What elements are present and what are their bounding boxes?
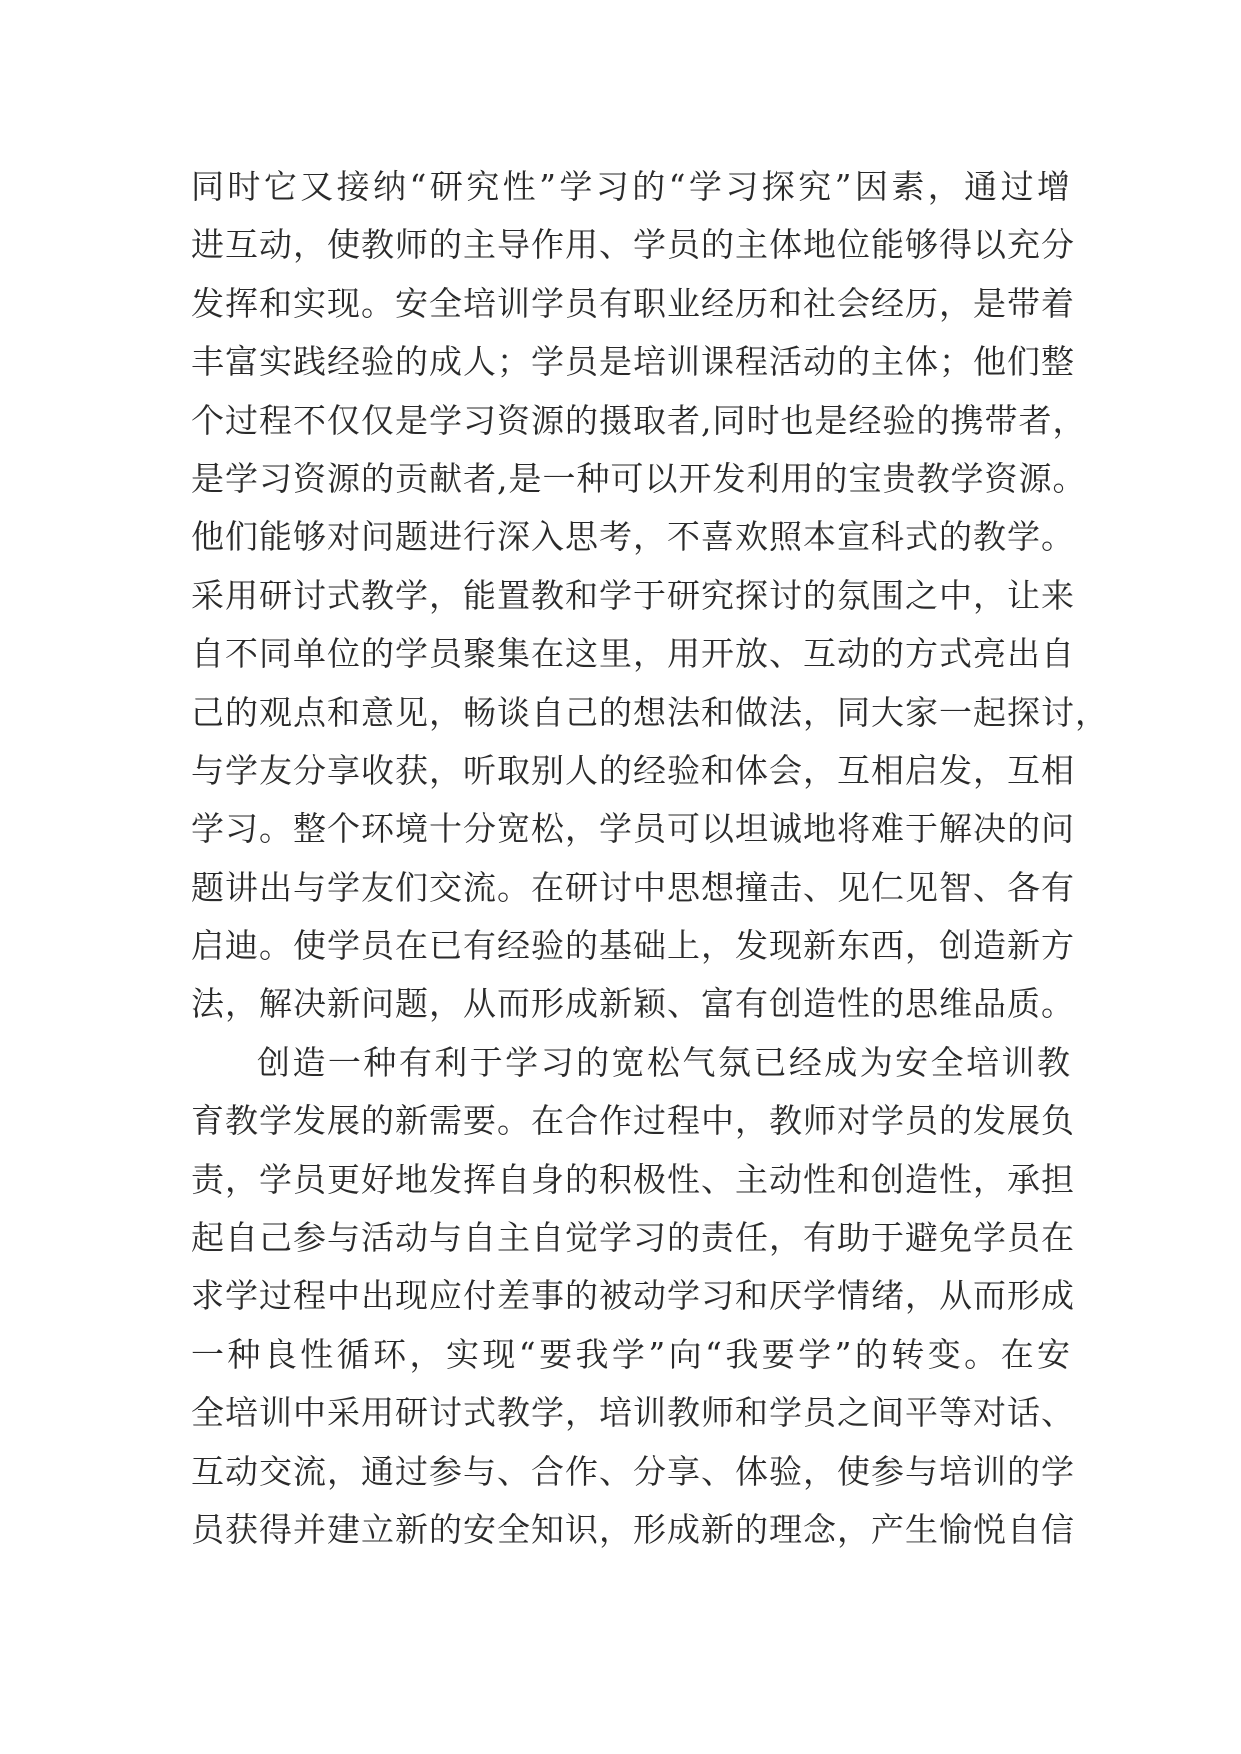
text-line: 法，解决新问题，从而形成新颖、富有创造性的思维品质。	[191, 984, 1075, 1024]
text-line: 一种良性循环，实现“要我学”向“我要学”的转变。在安	[191, 1334, 1071, 1374]
text-line: 采用研讨式教学，能置教和学于研究探讨的氛围之中，让来	[191, 575, 1075, 615]
text-line: 员获得并建立新的安全知识，形成新的理念，产生愉悦自信	[191, 1509, 1075, 1549]
text-line: 全培训中采用研讨式教学，培训教师和学员之间平等对话、	[191, 1393, 1075, 1433]
text-line: 责，学员更好地发挥自身的积极性、主动性和创造性，承担	[191, 1159, 1075, 1199]
text-line: 个过程不仅仅是学习资源的摄取者,同时也是经验的携带者，	[191, 400, 1087, 440]
body-text	[191, 158, 1109, 1559]
text-line: 学习。整个环境十分宽松，学员可以坦诚地将难于解决的问	[191, 809, 1075, 849]
text-line: 求学过程中出现应付差事的被动学习和厌学情绪，从而形成	[191, 1276, 1075, 1316]
text-line: 启迪。使学员在已有经验的基础上，发现新东西，创造新方	[191, 926, 1075, 966]
text-line: 同时它又接纳“研究性”学习的“学习探究”因素，通过增	[191, 167, 1071, 206]
text-line: 互动交流，通过参与、合作、分享、体验，使参与培训的学	[191, 1451, 1075, 1491]
text-line: 创造一种有利于学习的宽松气氛已经成为安全培训教	[257, 1042, 1071, 1082]
text-line: 起自己参与活动与自主自觉学习的责任，有助于避免学员在	[191, 1218, 1075, 1258]
text-line: 发挥和实现。安全培训学员有职业经历和社会经历，是带着	[191, 283, 1075, 323]
text-line: 自不同单位的学员聚集在这里，用开放、互动的方式亮出自	[191, 634, 1075, 674]
text-line: 是学习资源的贡献者,是一种可以开发利用的宝贵教学资源。	[191, 458, 1087, 498]
text-line: 他们能够对问题进行深入思考，不喜欢照本宣科式的教学。	[191, 517, 1075, 557]
text-line: 与学友分享收获，听取别人的经验和体会，互相启发，互相	[191, 750, 1075, 790]
text-line: 己的观点和意见，畅谈自己的想法和做法，同大家一起探讨，	[191, 692, 1109, 732]
paragraph-2	[191, 1034, 1075, 1560]
text-line: 题讲出与学友们交流。在研讨中思想撞击、见仁见智、各有	[191, 867, 1075, 907]
text-line: 进互动，使教师的主导作用、学员的主体地位能够得以充分	[191, 225, 1075, 265]
text-line: 育教学发展的新需要。在合作过程中，教师对学员的发展负	[191, 1101, 1075, 1141]
paragraph-1	[191, 158, 1109, 1034]
text-line: 丰富实践经验的成人；学员是培训课程活动的主体；他们整	[191, 342, 1075, 382]
